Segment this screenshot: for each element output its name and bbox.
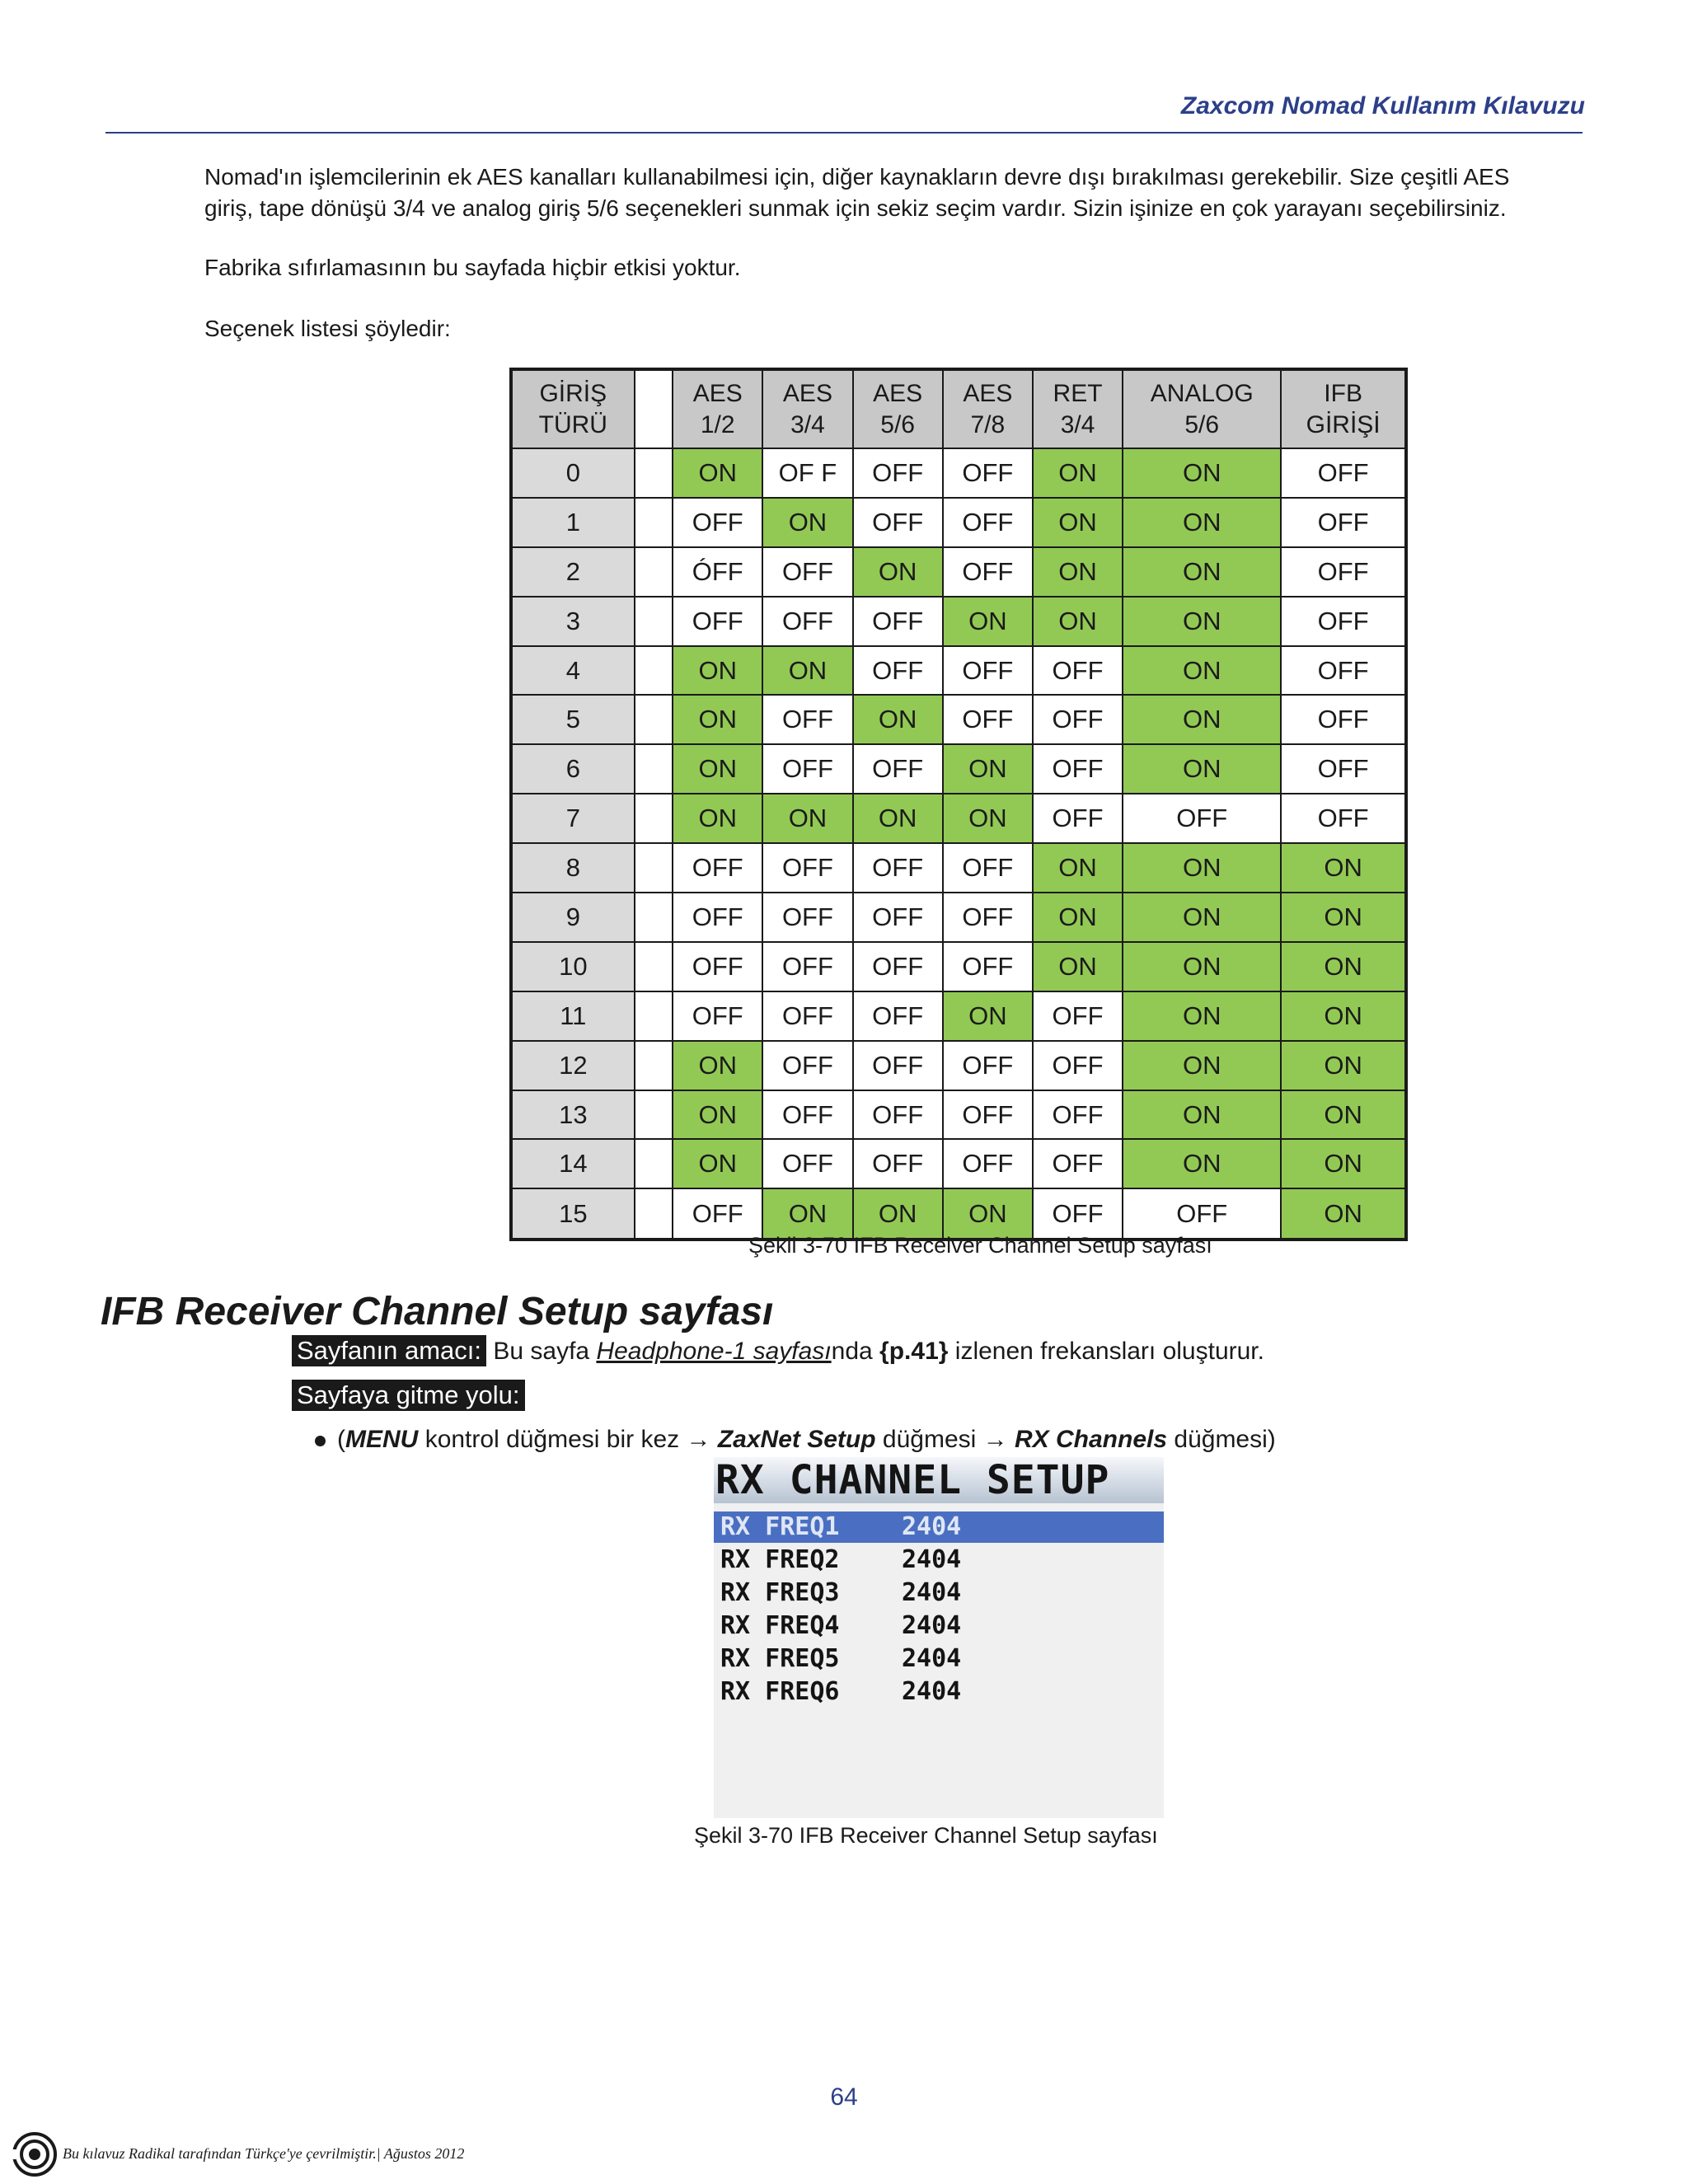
arrow-right-icon: → xyxy=(686,1426,711,1453)
intro-line-1: Nomad'ın işlemcilerinin ek AES kanalları kullanabilmesi için, diğer kaynakların devre dışı bırakılması gerekebilir. Size çeşitli AES xyxy=(204,164,1510,190)
option-cell: OFF xyxy=(853,448,943,498)
figure-caption-2: Şekil 3-70 IFB Receiver Channel Setup sayfası xyxy=(694,1823,1158,1848)
frequency-value: 2404 xyxy=(902,1644,962,1673)
row-id-cell: 1 xyxy=(511,498,635,547)
header-cell: IFB GİRİŞİ xyxy=(1281,369,1406,448)
option-cell: OFF xyxy=(1033,695,1123,744)
option-cell: ON xyxy=(1033,597,1123,646)
option-cell: OFF xyxy=(1281,597,1406,646)
option-cell: ON xyxy=(1281,1090,1406,1140)
option-cell: OFF xyxy=(673,942,762,991)
option-cell: OFF xyxy=(943,498,1033,547)
frequency-name: RX FREQ2 xyxy=(720,1545,840,1574)
row-id-cell: 13 xyxy=(511,1090,635,1140)
option-cell: OF F xyxy=(762,448,852,498)
option-cell: ON xyxy=(1281,991,1406,1041)
option-cell: OFF xyxy=(762,547,852,597)
page-reference: {p.41} xyxy=(879,1338,949,1365)
option-cell: ON xyxy=(943,597,1033,646)
option-cell: OFF xyxy=(762,1139,852,1188)
option-cell: ON xyxy=(673,646,762,696)
spacer-cell xyxy=(635,744,673,794)
option-cell: ON xyxy=(762,794,852,843)
option-cell: OFF xyxy=(762,1041,852,1090)
figure-caption-1: Şekil 3-70 IFB Receiver Channel Setup sayfası xyxy=(748,1233,1212,1258)
frequency-name: RX FREQ1 xyxy=(720,1512,840,1541)
frequency-name: RX FREQ5 xyxy=(720,1644,840,1673)
option-cell: OFF xyxy=(943,843,1033,893)
section-title: IFB Receiver Channel Setup sayfası xyxy=(101,1290,774,1333)
table-row xyxy=(511,597,1406,646)
option-cell: ON xyxy=(673,794,762,843)
screen-list-item[interactable] xyxy=(714,1511,1164,1543)
navigation-label: Sayfaya gitme yolu: xyxy=(292,1380,525,1411)
purpose-line xyxy=(292,1335,1264,1367)
intro-line-2: giriş, tape dönüşü 3/4 ve analog giriş 5/6 seçenekleri sunmak için sekiz seçim vardır. Sizin işinize en çok yarayanı seçebilirsiniz. xyxy=(204,195,1507,221)
row-id-cell: 14 xyxy=(511,1139,635,1188)
option-cell: ON xyxy=(1123,547,1281,597)
option-cell: OFF xyxy=(853,893,943,942)
option-cell: OFF xyxy=(1033,1188,1123,1240)
option-cell: ON xyxy=(1033,843,1123,893)
option-cell: OFF xyxy=(943,942,1033,991)
option-cell: OFF xyxy=(853,498,943,547)
intro-paragraph-1 xyxy=(204,162,1540,224)
row-id-cell: 4 xyxy=(511,646,635,696)
navigation-line xyxy=(292,1380,525,1412)
table-row xyxy=(511,547,1406,597)
zaxnet-setup-keyword: ZaxNet Setup xyxy=(717,1426,876,1453)
table-row xyxy=(511,1188,1406,1240)
row-id-cell: 10 xyxy=(511,942,635,991)
table-row xyxy=(511,744,1406,794)
header-cell: AES 3/4 xyxy=(762,369,852,448)
option-cell: OFF xyxy=(943,1090,1033,1140)
option-cell: ON xyxy=(673,448,762,498)
table-row xyxy=(511,794,1406,843)
option-cell: ON xyxy=(1033,498,1123,547)
row-id-cell: 15 xyxy=(511,1188,635,1240)
option-cell: ON xyxy=(1123,744,1281,794)
row-id-cell: 5 xyxy=(511,695,635,744)
option-cell: OFF xyxy=(1123,1188,1281,1240)
frequency-name: RX FREQ4 xyxy=(720,1611,840,1640)
header-cell: RET 3/4 xyxy=(1033,369,1123,448)
option-cell: OFF xyxy=(762,893,852,942)
option-cell: OFF xyxy=(1033,744,1123,794)
screen-list-item[interactable] xyxy=(714,1643,1164,1675)
option-cell: OFF xyxy=(853,646,943,696)
row-id-cell: 0 xyxy=(511,448,635,498)
option-cell: OFF xyxy=(943,646,1033,696)
option-cell: ON xyxy=(1123,1139,1281,1188)
option-cell: OFF xyxy=(673,893,762,942)
option-cell: OFF xyxy=(762,991,852,1041)
row-id-cell: 8 xyxy=(511,843,635,893)
option-cell: ON xyxy=(1123,942,1281,991)
option-cell: OFF xyxy=(762,597,852,646)
purpose-text-mid: nda xyxy=(831,1338,873,1365)
option-cell: ON xyxy=(1281,1041,1406,1090)
option-cell: OFF xyxy=(943,1139,1033,1188)
option-cell: OFF xyxy=(1281,744,1406,794)
row-id-cell: 6 xyxy=(511,744,635,794)
option-cell: OFF xyxy=(1033,646,1123,696)
option-cell: OFF xyxy=(1281,448,1406,498)
option-cell: ON xyxy=(1281,843,1406,893)
rx-channel-setup-screen xyxy=(714,1457,1164,1818)
spacer-cell xyxy=(635,498,673,547)
spacer-cell xyxy=(635,1041,673,1090)
header-cell: ANALOG 5/6 xyxy=(1123,369,1281,448)
rx-channels-keyword: RX Channels xyxy=(1015,1426,1168,1453)
table-row xyxy=(511,843,1406,893)
option-cell: ON xyxy=(762,1188,852,1240)
intro-paragraph-2: Fabrika sıfırlamasının bu sayfada hiçbir etkisi yoktur. xyxy=(204,255,741,280)
option-cell: OFF xyxy=(673,597,762,646)
option-cell: OFF xyxy=(1033,991,1123,1041)
spacer-cell xyxy=(635,893,673,942)
option-cell: OFF xyxy=(943,547,1033,597)
option-cell: ON xyxy=(762,498,852,547)
table-row xyxy=(511,646,1406,696)
purpose-label: Sayfanın amacı: xyxy=(292,1335,486,1366)
row-id-cell: 9 xyxy=(511,893,635,942)
screen-list-item[interactable] xyxy=(714,1676,1164,1708)
option-cell: ON xyxy=(1033,942,1123,991)
option-cell: ON xyxy=(853,794,943,843)
row-id-cell: 7 xyxy=(511,794,635,843)
spacer-cell xyxy=(635,369,673,448)
option-cell: ON xyxy=(1123,448,1281,498)
option-cell: OFF xyxy=(1281,646,1406,696)
option-cell: OFF xyxy=(1033,1090,1123,1140)
option-cell: ON xyxy=(1123,893,1281,942)
option-cell: ON xyxy=(1033,448,1123,498)
option-cell: OFF xyxy=(1281,794,1406,843)
option-cell: ON xyxy=(1123,498,1281,547)
menu-keyword: MENU xyxy=(345,1426,419,1453)
table-row xyxy=(511,1090,1406,1140)
option-cell: OFF xyxy=(1033,1041,1123,1090)
frequency-value: 2404 xyxy=(902,1677,962,1706)
option-cell: OFF xyxy=(853,942,943,991)
frequency-value: 2404 xyxy=(902,1611,962,1640)
page-number: 64 xyxy=(830,2083,858,2111)
option-cell: ON xyxy=(1123,597,1281,646)
purpose-text-post: izlenen frekansları oluşturur. xyxy=(954,1338,1264,1365)
option-cell: ON xyxy=(673,1090,762,1140)
table-row xyxy=(511,1139,1406,1188)
option-cell: ON xyxy=(1033,547,1123,597)
radikal-logo-icon xyxy=(12,2131,58,2177)
option-cell: ON xyxy=(762,646,852,696)
spacer-cell xyxy=(635,448,673,498)
option-cell: ON xyxy=(1281,1139,1406,1188)
option-cell: OFF xyxy=(673,1188,762,1240)
intro-paragraph-3: Seçenek listesi şöyledir: xyxy=(204,316,451,341)
table-row xyxy=(511,498,1406,547)
option-cell: OFF xyxy=(1281,547,1406,597)
option-cell: OFF xyxy=(1033,794,1123,843)
option-cell: OFF xyxy=(853,1090,943,1140)
option-cell: ON xyxy=(1281,893,1406,942)
option-cell: ON xyxy=(943,991,1033,1041)
screen-title: RX CHANNEL SETUP xyxy=(714,1457,1164,1503)
option-cell: ON xyxy=(1033,893,1123,942)
table-row xyxy=(511,448,1406,498)
option-cell: ON xyxy=(943,744,1033,794)
header-cell: AES 7/8 xyxy=(943,369,1033,448)
option-cell: ON xyxy=(1123,1041,1281,1090)
option-cell: OFF xyxy=(853,744,943,794)
header-title: Zaxcom Nomad Kullanım Kılavuzu xyxy=(1180,92,1585,120)
frequency-name: RX FREQ3 xyxy=(720,1578,840,1607)
option-cell: OFF xyxy=(762,744,852,794)
option-cell: ON xyxy=(1281,1188,1406,1240)
option-cell: OFF xyxy=(673,843,762,893)
row-id-cell: 11 xyxy=(511,991,635,1041)
option-cell: OFF xyxy=(1281,498,1406,547)
spacer-cell xyxy=(635,1139,673,1188)
option-cell: ON xyxy=(853,547,943,597)
option-cell: OFF xyxy=(853,991,943,1041)
header-rule xyxy=(106,132,1582,134)
footer-credit: Bu kılavuz Radikal tarafından Türkçe'ye çevrilmiştir.| Ağustos 2012 xyxy=(63,2145,465,2162)
spacer-cell xyxy=(635,1090,673,1140)
option-cell: OFF xyxy=(1281,695,1406,744)
option-cell: OFF xyxy=(673,991,762,1041)
option-cell: ON xyxy=(1281,942,1406,991)
option-cell: ON xyxy=(1123,1090,1281,1140)
header-cell: AES 1/2 xyxy=(673,369,762,448)
arrow-right-icon: → xyxy=(982,1426,1008,1453)
option-cell: ON xyxy=(853,695,943,744)
option-cell: ON xyxy=(943,794,1033,843)
spacer-cell xyxy=(635,942,673,991)
spacer-cell xyxy=(635,547,673,597)
header-cell: AES 5/6 xyxy=(853,369,943,448)
table-row xyxy=(511,942,1406,991)
option-cell: OFF xyxy=(853,843,943,893)
spacer-cell xyxy=(635,991,673,1041)
option-cell: OFF xyxy=(1033,1139,1123,1188)
row-id-cell: 3 xyxy=(511,597,635,646)
navigation-bullet: (MENU kontrol düğmesi bir kez → ZaxNet Setup düğmesi → RX Channels düğmesi) xyxy=(315,1424,1276,1455)
spacer-cell xyxy=(635,794,673,843)
option-cell: OFF xyxy=(853,597,943,646)
option-cell: ON xyxy=(853,1188,943,1240)
row-id-cell: 12 xyxy=(511,1041,635,1090)
table-header-row xyxy=(511,369,1406,448)
spacer-cell xyxy=(635,646,673,696)
option-cell: OFF xyxy=(943,695,1033,744)
option-cell: OFF xyxy=(673,498,762,547)
option-cell: ÓFF xyxy=(673,547,762,597)
options-table xyxy=(509,368,1408,1241)
option-cell: ON xyxy=(1123,843,1281,893)
option-cell: ON xyxy=(1123,695,1281,744)
frequency-value: 2404 xyxy=(902,1545,962,1574)
option-cell: OFF xyxy=(853,1041,943,1090)
table-row xyxy=(511,991,1406,1041)
frequency-value: 2404 xyxy=(902,1578,962,1607)
headphone-page-link[interactable]: Headphone-1 sayfası xyxy=(596,1338,832,1365)
table-row xyxy=(511,893,1406,942)
option-cell: ON xyxy=(943,1188,1033,1240)
option-cell: OFF xyxy=(762,843,852,893)
bullet-dot-icon xyxy=(315,1436,326,1446)
option-cell: OFF xyxy=(1123,794,1281,843)
option-cell: ON xyxy=(1123,646,1281,696)
option-cell: OFF xyxy=(943,893,1033,942)
option-cell: ON xyxy=(1123,991,1281,1041)
screen-list-item[interactable] xyxy=(714,1544,1164,1576)
spacer-cell xyxy=(635,1188,673,1240)
option-cell: OFF xyxy=(762,695,852,744)
spacer-cell xyxy=(635,695,673,744)
table-row xyxy=(511,695,1406,744)
screen-list-item[interactable] xyxy=(714,1577,1164,1609)
option-cell: OFF xyxy=(762,1090,852,1140)
table-row xyxy=(511,1041,1406,1090)
option-cell: ON xyxy=(673,695,762,744)
frequency-value: 2404 xyxy=(902,1512,962,1541)
spacer-cell xyxy=(635,843,673,893)
option-cell: OFF xyxy=(943,448,1033,498)
spacer-cell xyxy=(635,597,673,646)
row-id-cell: 2 xyxy=(511,547,635,597)
frequency-name: RX FREQ6 xyxy=(720,1677,840,1706)
option-cell: ON xyxy=(673,1139,762,1188)
option-cell: ON xyxy=(673,1041,762,1090)
screen-list-item[interactable] xyxy=(714,1610,1164,1642)
option-cell: ON xyxy=(673,744,762,794)
option-cell: OFF xyxy=(943,1041,1033,1090)
header-cell: GİRİŞ TÜRÜ xyxy=(511,369,635,448)
option-cell: OFF xyxy=(853,1139,943,1188)
option-cell: OFF xyxy=(762,942,852,991)
purpose-text-pre: Bu sayfa xyxy=(493,1338,590,1365)
